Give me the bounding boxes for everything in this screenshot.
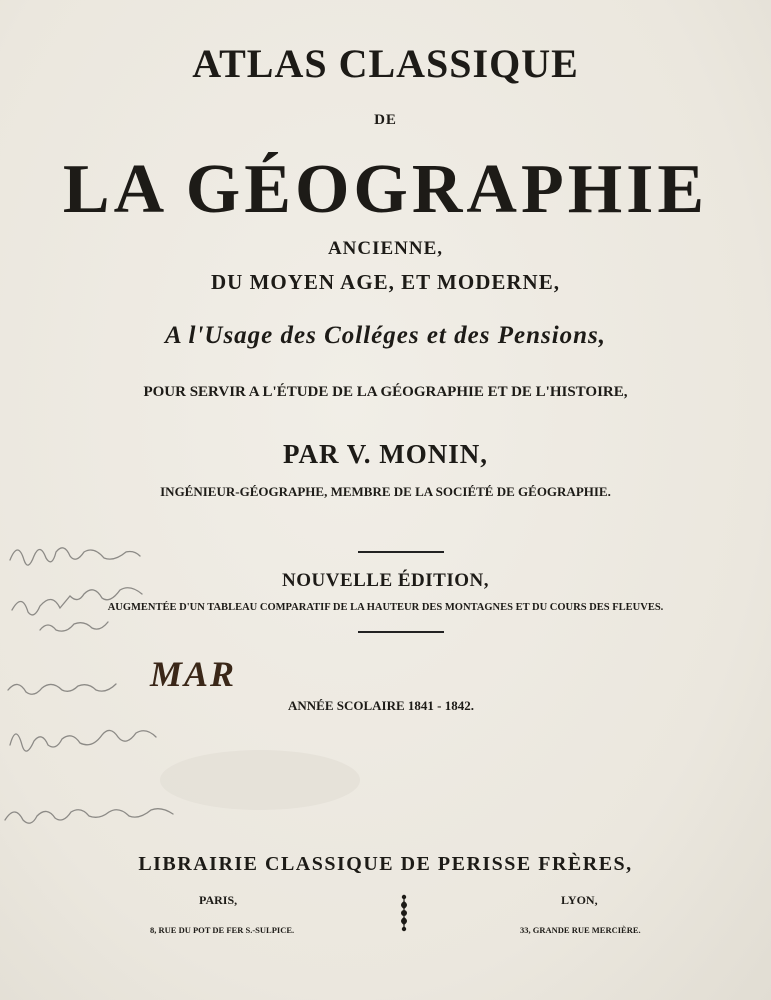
school-year: ANNÉE SCOLAIRE 1841 - 1842. [288,698,474,713]
usage-line: A l'Usage des Colléges et des Pensions, [164,322,607,349]
publisher-city-paris: PARIS, [199,893,238,907]
title-line-ancienne: ANCIENNE, [327,238,444,259]
edition-rule-bottom [358,631,444,633]
ink-stamp: MAR [150,654,237,694]
title-line-moyen-age: DU MOYEN AGE, ET MODERNE, [211,270,560,294]
publisher-city-lyon: LYON, [561,893,598,907]
publisher-address-paris: 8, RUE DU POT DE FER S.-SULPICE. [150,925,295,935]
edition-rule-top [358,551,444,553]
author-credentials: INGÉNIEUR-GÉOGRAPHE, MEMBRE DE LA SOCIÉTÉ DE GÉOGRAPHIE. [160,484,611,499]
floral-vertical-ornament-icon [396,893,412,933]
title-line-de: DE [374,112,397,128]
paper-stain [150,740,370,820]
edition-note: AUGMENTÉE D'UN TABLEAU COMPARATIF DE LA HAUTEUR DES MONTAGNES ET DU COURS DES FLEUVES. [107,602,664,613]
author-byline: PAR V. MONIN, [282,439,488,469]
publisher-name: LIBRAIRIE CLASSIQUE DE PERISSE FRÈRES, [138,853,633,875]
publisher-address-lyon: 33, GRANDE RUE MERCIÈRE. [520,925,641,935]
purpose-line: POUR SERVIR A L'ÉTUDE DE LA GÉOGRAPHIE ET DE L'HISTOIRE, [143,384,628,400]
title-line-atlas: ATLAS CLASSIQUE [192,41,579,86]
title-line-geographie: LA GÉOGRAPHIE [62,151,709,228]
edition-name: NOUVELLE ÉDITION, [282,570,489,591]
